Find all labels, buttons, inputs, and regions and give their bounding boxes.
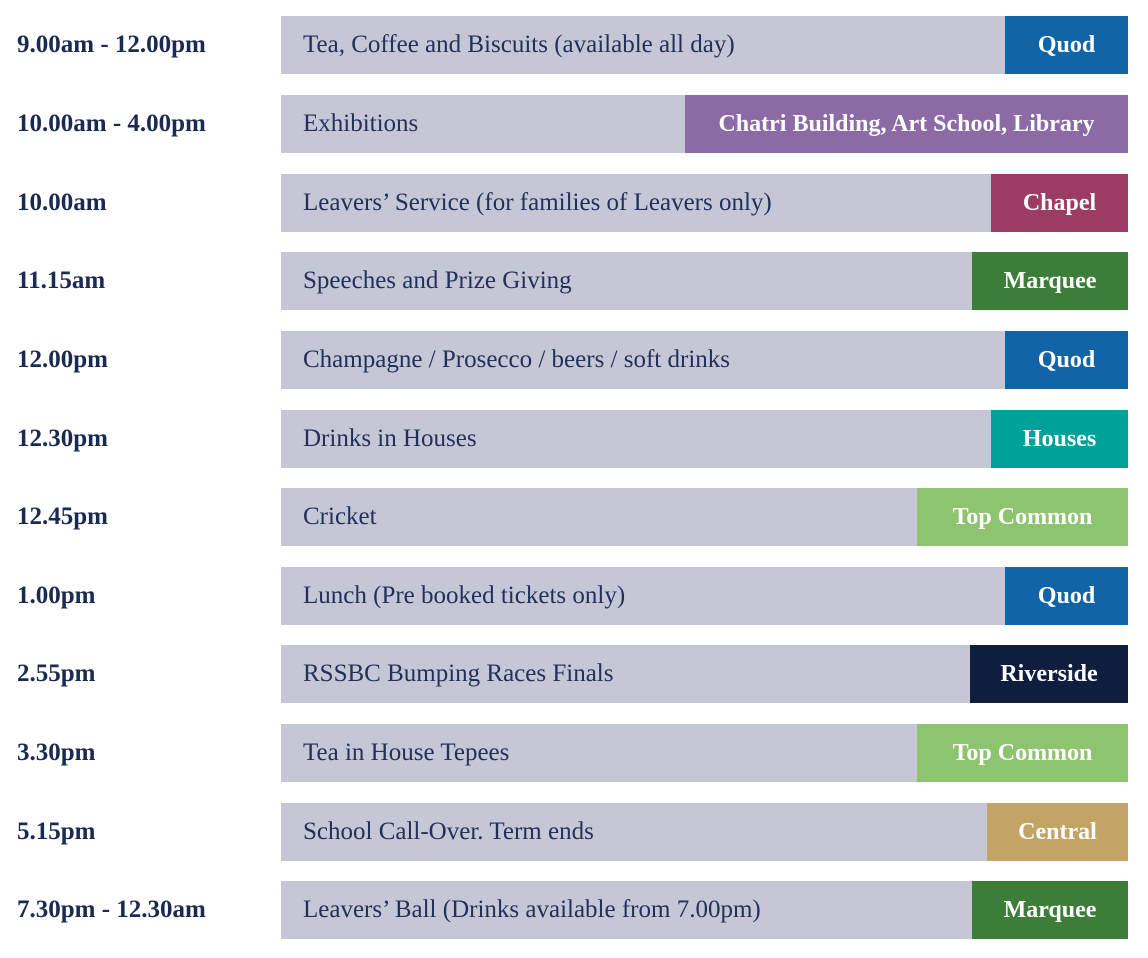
row-bar (281, 645, 1128, 703)
schedule-row (0, 488, 1148, 546)
schedule-row (0, 16, 1148, 74)
row-bar (281, 16, 1128, 74)
venue-badge: Top Common (917, 488, 1128, 546)
row-bar (281, 803, 1128, 861)
row-time: 10.00am (17, 189, 107, 216)
schedule-row (0, 567, 1148, 625)
row-event: School Call-Over. Term ends (303, 818, 594, 845)
schedule-row (0, 174, 1148, 232)
venue-badge: Chatri Building, Art School, Library (685, 95, 1128, 153)
schedule-row (0, 803, 1148, 861)
venue-badge: Quod (1005, 16, 1128, 74)
row-time: 12.45pm (17, 503, 108, 530)
row-time: 10.00am - 4.00pm (17, 110, 206, 137)
row-time: 5.15pm (17, 818, 96, 845)
row-event: RSSBC Bumping Races Finals (303, 660, 614, 687)
venue-badge: Quod (1005, 331, 1128, 389)
row-event: Leavers’ Service (for families of Leavers only) (303, 189, 772, 216)
row-bar (281, 331, 1128, 389)
schedule-row (0, 881, 1148, 939)
schedule-row (0, 645, 1148, 703)
venue-badge: Riverside (970, 645, 1128, 703)
row-bar (281, 95, 1128, 153)
row-time: 12.30pm (17, 425, 108, 452)
row-time: 7.30pm - 12.30am (17, 896, 206, 923)
row-bar (281, 881, 1128, 939)
venue-badge: Marquee (972, 881, 1128, 939)
venue-badge: Houses (991, 410, 1128, 468)
row-event: Cricket (303, 503, 377, 530)
row-bar (281, 724, 1128, 782)
row-event: Drinks in Houses (303, 425, 477, 452)
schedule-row (0, 724, 1148, 782)
venue-badge: Quod (1005, 567, 1128, 625)
row-bar (281, 174, 1128, 232)
row-time: 3.30pm (17, 739, 96, 766)
row-event: Speeches and Prize Giving (303, 267, 572, 294)
row-event: Tea in House Tepees (303, 739, 510, 766)
schedule-row (0, 410, 1148, 468)
row-event: Lunch (Pre booked tickets only) (303, 582, 626, 609)
row-bar (281, 410, 1128, 468)
row-event: Champagne / Prosecco / beers / soft drinks (303, 346, 730, 373)
venue-badge: Chapel (991, 174, 1128, 232)
row-event: Leavers’ Ball (Drinks available from 7.00pm) (303, 896, 761, 923)
schedule-row (0, 331, 1148, 389)
row-time: 9.00am - 12.00pm (17, 31, 206, 58)
row-time: 1.00pm (17, 582, 96, 609)
venue-badge: Central (987, 803, 1128, 861)
row-event: Tea, Coffee and Biscuits (available all day) (303, 31, 735, 58)
schedule-row (0, 95, 1148, 153)
venue-badge: Marquee (972, 252, 1128, 310)
row-time: 2.55pm (17, 660, 96, 687)
row-time: 11.15am (17, 267, 106, 294)
schedule-row (0, 252, 1148, 310)
venue-badge: Top Common (917, 724, 1128, 782)
row-bar (281, 252, 1128, 310)
row-event: Exhibitions (303, 110, 419, 137)
row-bar (281, 567, 1128, 625)
row-bar (281, 488, 1128, 546)
row-time: 12.00pm (17, 346, 108, 373)
